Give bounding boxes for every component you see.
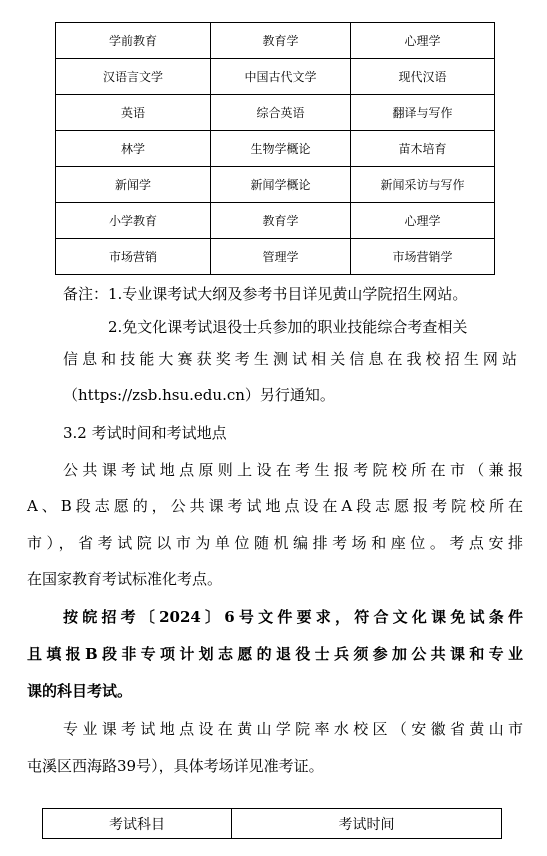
- header-exam-time: 考试时间: [232, 809, 502, 839]
- table-row: [56, 131, 495, 167]
- table-cell: 市场营销学: [351, 239, 495, 275]
- subject-table-body: [56, 23, 495, 275]
- table-cell: 心理学: [351, 23, 495, 59]
- note-2-line-2: 信息和技能大赛获奖考生测试相关信息在我校招生网站: [63, 350, 517, 368]
- para-bold-line-1: 按皖招考〔2024〕6号文件要求，符合文化课免试条件: [63, 608, 523, 626]
- exam-table-header-row: [43, 809, 502, 839]
- note-2-line-1: 2.免文化课考试退役士兵参加的职业技能综合考查相关: [108, 318, 468, 336]
- table-cell: 生物学概论: [211, 131, 351, 167]
- table-cell: 英语: [56, 95, 211, 131]
- table-cell: 教育学: [211, 203, 351, 239]
- note-1: 备注：1.专业课考试大纲及参考书目详见黄山学院招生网站。: [63, 285, 468, 303]
- table-cell: 综合英语: [211, 95, 351, 131]
- table-cell: 苗木培育: [351, 131, 495, 167]
- table-cell: 新闻学概论: [211, 167, 351, 203]
- table-row: [56, 239, 495, 275]
- header-exam-subject: 考试科目: [43, 809, 232, 839]
- section-heading: 3.2 考试时间和考试地点: [63, 424, 227, 442]
- table-row: [56, 167, 495, 203]
- table-row: [56, 95, 495, 131]
- subject-table: [55, 22, 495, 275]
- table-cell: 心理学: [351, 203, 495, 239]
- exam-schedule-table: [42, 808, 502, 839]
- table-cell: 中国古代文学: [211, 59, 351, 95]
- table-cell: 新闻采访与写作: [351, 167, 495, 203]
- table-cell: 翻译与写作: [351, 95, 495, 131]
- para-public-line-2: A、B段志愿的，公共课考试地点设在A段志愿报考院校所在: [27, 497, 523, 515]
- para-major-line-1: 专业课考试地点设在黄山学院率水校区（安徽省黄山市: [63, 720, 523, 738]
- table-cell: 教育学: [211, 23, 351, 59]
- para-public-line-4: 在国家教育考试标准化考点。: [27, 570, 223, 588]
- table-cell: 现代汉语: [351, 59, 495, 95]
- para-public-line-1: 公共课考试地点原则上设在考生报考院校所在市（兼报: [63, 461, 523, 479]
- table-row: [56, 59, 495, 95]
- table-cell: 学前教育: [56, 23, 211, 59]
- table-cell: 管理学: [211, 239, 351, 275]
- table-cell: 市场营销: [56, 239, 211, 275]
- table-cell: 小学教育: [56, 203, 211, 239]
- para-bold-line-3: 课的科目考试。: [27, 682, 133, 700]
- para-public-line-3: 市），省考试院以市为单位随机编排考场和座位。考点安排: [27, 534, 523, 552]
- table-row: [56, 23, 495, 59]
- table-cell: 汉语言文学: [56, 59, 211, 95]
- note-2-line-3: （https://zsb.hsu.edu.cn）另行通知。: [63, 386, 335, 404]
- table-row: [56, 203, 495, 239]
- table-cell: 新闻学: [56, 167, 211, 203]
- para-bold-line-2: 且填报B段非专项计划志愿的退役士兵须参加公共课和专业: [27, 645, 523, 663]
- table-cell: 林学: [56, 131, 211, 167]
- para-major-line-2: 屯溪区西海路39号），具体考场详见准考证。: [27, 757, 324, 775]
